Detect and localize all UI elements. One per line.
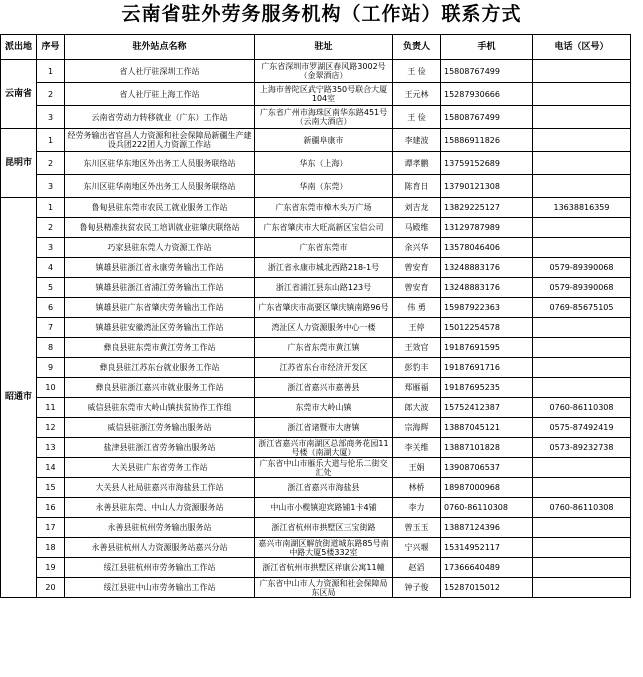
station-name-cell: 威信县驻东莞市大岭山镇扶贫协作工作组 (65, 398, 255, 418)
person-cell: 王元林 (393, 83, 441, 106)
station-name-cell: 东川区驻华东地区外出务工人员服务联络站 (65, 152, 255, 175)
person-cell: 王 俭 (393, 60, 441, 83)
person-cell: 赵滔 (393, 558, 441, 578)
person-cell: 彭豹丰 (393, 358, 441, 378)
header-row (1, 35, 631, 60)
mobile-cell: 13248883176 (441, 278, 533, 298)
address-cell: 华南（东莞） (255, 175, 393, 198)
table-row (1, 258, 631, 278)
station-name-cell: 镇雄县驻广东省肇庆劳务输出工作站 (65, 298, 255, 318)
header-address: 驻址 (255, 35, 393, 60)
row-number-cell: 14 (37, 458, 65, 478)
mobile-cell: 13887101828 (441, 438, 533, 458)
phone-cell (533, 60, 631, 83)
row-number-cell: 3 (37, 106, 65, 129)
table-row (1, 418, 631, 438)
address-cell: 广东省东莞市黄江镇 (255, 338, 393, 358)
row-number-cell: 19 (37, 558, 65, 578)
station-name-cell: 永善县驻东莞、中山人力资源服务站 (65, 498, 255, 518)
phone-cell (533, 518, 631, 538)
table-row (1, 298, 631, 318)
row-number-cell: 16 (37, 498, 65, 518)
mobile-cell: 15808767499 (441, 60, 533, 83)
phone-cell: 0769-85675105 (533, 298, 631, 318)
phone-cell (533, 106, 631, 129)
address-cell: 浙江省嘉兴市南湖区总部商务花园11号楼（南湖大厦） (255, 438, 393, 458)
header-mobile: 手机 (441, 35, 533, 60)
mobile-cell: 15752412387 (441, 398, 533, 418)
address-cell: 浙江省嘉兴市嘉善县 (255, 378, 393, 398)
mobile-cell: 15287015012 (441, 578, 533, 598)
header-number: 序号 (37, 35, 65, 60)
region-cell: 云南省 (1, 60, 37, 129)
phone-cell: 0760-86110308 (533, 398, 631, 418)
row-number-cell: 5 (37, 278, 65, 298)
address-cell: 华东（上海） (255, 152, 393, 175)
mobile-cell: 13887045121 (441, 418, 533, 438)
crop-edge (0, 672, 643, 677)
mobile-cell: 13759152689 (441, 152, 533, 175)
table-row (1, 106, 631, 129)
mobile-cell: 15314952117 (441, 538, 533, 558)
person-cell: 伟 勇 (393, 298, 441, 318)
station-name-cell: 彝良县驻江苏东台就业服务工作站 (65, 358, 255, 378)
address-cell: 湾沚区人力资源服务中心一楼 (255, 318, 393, 338)
mobile-cell: 13129787989 (441, 218, 533, 238)
mobile-cell: 13790121308 (441, 175, 533, 198)
row-number-cell: 1 (37, 60, 65, 83)
person-cell: 李关维 (393, 438, 441, 458)
phone-cell (533, 458, 631, 478)
phone-cell (533, 478, 631, 498)
mobile-cell: 13248883176 (441, 258, 533, 278)
station-name-cell: 彝良县驻东莞市黄江劳务工作站 (65, 338, 255, 358)
address-cell: 广东省肇庆市大旺高新区宝信公司 (255, 218, 393, 238)
table-row (1, 318, 631, 338)
row-number-cell: 8 (37, 338, 65, 358)
mobile-cell: 13908706537 (441, 458, 533, 478)
person-cell: 王 俭 (393, 106, 441, 129)
table-row (1, 175, 631, 198)
address-cell: 广东省广州市海珠区南华东路451号（云南大酒店） (255, 106, 393, 129)
person-cell: 王效官 (393, 338, 441, 358)
phone-cell (533, 558, 631, 578)
page-title: 云南省驻外劳务服务机构（工作站）联系方式 (121, 3, 522, 25)
address-cell: 浙江省杭州市拱墅区祥康公寓11幢 (255, 558, 393, 578)
mobile-cell: 15012254578 (441, 318, 533, 338)
row-number-cell: 9 (37, 358, 65, 378)
mobile-cell: 19187695235 (441, 378, 533, 398)
row-number-cell: 13 (37, 438, 65, 458)
row-number-cell: 3 (37, 238, 65, 258)
contact-table (0, 34, 631, 598)
header-region: 派出地 (1, 35, 37, 60)
row-number-cell: 1 (37, 129, 65, 152)
table-row (1, 60, 631, 83)
address-cell: 广东省中山市人力资源和社会保障局东区局 (255, 578, 393, 598)
mobile-cell: 13887124396 (441, 518, 533, 538)
mobile-cell: 15886911826 (441, 129, 533, 152)
header-person: 负责人 (393, 35, 441, 60)
table-row (1, 198, 631, 218)
phone-cell (533, 358, 631, 378)
phone-cell: 0573-89232738 (533, 438, 631, 458)
header-phone: 电话（区号） (533, 35, 631, 60)
person-cell: 曾安育 (393, 278, 441, 298)
address-cell: 广东省肇庆市高要区肇庆镇南路96号 (255, 298, 393, 318)
phone-cell (533, 578, 631, 598)
row-number-cell: 1 (37, 198, 65, 218)
person-cell: 李力 (393, 498, 441, 518)
phone-cell: 0579-89390068 (533, 278, 631, 298)
address-cell: 浙江省杭州市拱墅区三宝街路 (255, 518, 393, 538)
person-cell: 刘吉龙 (393, 198, 441, 218)
person-cell: 陈育日 (393, 175, 441, 198)
person-cell: 马殿维 (393, 218, 441, 238)
row-number-cell: 11 (37, 398, 65, 418)
address-cell: 广东省中山市雁乐大道与伦乐二街交汇处 (255, 458, 393, 478)
person-cell: 郑雁福 (393, 378, 441, 398)
station-name-cell: 彝良县驻浙江嘉兴市就业服务工作站 (65, 378, 255, 398)
table-body (1, 60, 631, 598)
station-name-cell: 盐津县驻浙江省劳务输出服务站 (65, 438, 255, 458)
table-row (1, 338, 631, 358)
phone-cell: 0760-86110308 (533, 498, 631, 518)
address-cell: 广东省东莞市 (255, 238, 393, 258)
mobile-cell: 19187691716 (441, 358, 533, 378)
station-name-cell: 镇雄县驻安徽湾沚区劳务输出工作站 (65, 318, 255, 338)
row-number-cell: 2 (37, 83, 65, 106)
row-number-cell: 18 (37, 538, 65, 558)
phone-cell (533, 83, 631, 106)
address-cell: 广东省深圳市罗湖区春风路3002号（金翠酒店） (255, 60, 393, 83)
address-cell: 上海市普陀区武宁路350号联合大厦104室 (255, 83, 393, 106)
row-number-cell: 6 (37, 298, 65, 318)
row-number-cell: 4 (37, 258, 65, 278)
table-row (1, 358, 631, 378)
person-cell: 王停 (393, 318, 441, 338)
table-row (1, 498, 631, 518)
station-name-cell: 威信县驻浙江劳务输出服务站 (65, 418, 255, 438)
address-cell: 浙江省浦江县东山路123号 (255, 278, 393, 298)
phone-cell (533, 129, 631, 152)
phone-cell (533, 318, 631, 338)
phone-cell: 0575-87492419 (533, 418, 631, 438)
table-row (1, 458, 631, 478)
mobile-cell: 18987000968 (441, 478, 533, 498)
station-name-cell: 镇雄县驻浙江省永康劳务输出工作站 (65, 258, 255, 278)
phone-cell: 13638816359 (533, 198, 631, 218)
mobile-cell: 13578046406 (441, 238, 533, 258)
person-cell: 余兴华 (393, 238, 441, 258)
station-name-cell: 省人社厅驻深圳工作站 (65, 60, 255, 83)
mobile-cell: 15987922363 (441, 298, 533, 318)
address-cell: 新疆阜康市 (255, 129, 393, 152)
station-name-cell: 大关县驻广东省劳务工作站 (65, 458, 255, 478)
row-number-cell: 20 (37, 578, 65, 598)
address-cell: 嘉兴市南湖区解放街道城东路85号南中路大厦5楼332室 (255, 538, 393, 558)
station-name-cell: 鲁甸县驻东莞市农民工就业服务工作站 (65, 198, 255, 218)
station-name-cell: 永善县驻杭州人力资源服务站嘉兴分站 (65, 538, 255, 558)
person-cell: 郎大波 (393, 398, 441, 418)
mobile-cell: 17366640489 (441, 558, 533, 578)
table-row (1, 518, 631, 538)
person-cell: 王娟 (393, 458, 441, 478)
station-name-cell: 绥江县驻中山市劳务输出工作站 (65, 578, 255, 598)
phone-cell (533, 152, 631, 175)
address-cell: 中山市小榄镇迎宾路铺1卡4铺 (255, 498, 393, 518)
row-number-cell: 12 (37, 418, 65, 438)
table-row (1, 578, 631, 598)
mobile-cell: 15287930666 (441, 83, 533, 106)
address-cell: 浙江省诸暨市大唐镇 (255, 418, 393, 438)
person-cell: 曾安育 (393, 258, 441, 278)
person-cell: 谭孝鹏 (393, 152, 441, 175)
table-row (1, 129, 631, 152)
person-cell: 曾玉玉 (393, 518, 441, 538)
station-name-cell: 鲁甸县精准扶贫农民工培训就业驻肇庆联络站 (65, 218, 255, 238)
station-name-cell: 镇雄县驻浙江省浦江劳务输出工作站 (65, 278, 255, 298)
row-number-cell: 10 (37, 378, 65, 398)
table-row (1, 398, 631, 418)
row-number-cell: 2 (37, 218, 65, 238)
address-cell: 江苏省东台市经济开发区 (255, 358, 393, 378)
table-row (1, 538, 631, 558)
station-name-cell: 经劳务输出省官昌人力资源和社会保障局新疆生产建设兵团222团人力资源工作站 (65, 129, 255, 152)
mobile-cell: 19187691595 (441, 338, 533, 358)
region-cell: 昆明市 (1, 129, 37, 198)
phone-cell: 0579-89390068 (533, 258, 631, 278)
station-name-cell: 省人社厅驻上海工作站 (65, 83, 255, 106)
phone-cell (533, 378, 631, 398)
phone-cell (533, 175, 631, 198)
address-cell: 广东省东莞市樟木头万广场 (255, 198, 393, 218)
person-cell: 宁兴堰 (393, 538, 441, 558)
station-name-cell: 绥江县驻杭州市劳务输出工作站 (65, 558, 255, 578)
row-number-cell: 17 (37, 518, 65, 538)
station-name-cell: 大关县人社局驻嘉兴市海盐县工作站 (65, 478, 255, 498)
row-number-cell: 7 (37, 318, 65, 338)
station-name-cell: 云南省劳动力转移就业（广东）工作站 (65, 106, 255, 129)
table-row (1, 478, 631, 498)
table-row (1, 218, 631, 238)
person-cell: 林桥 (393, 478, 441, 498)
person-cell: 李建波 (393, 129, 441, 152)
mobile-cell: 0760-86110308 (441, 498, 533, 518)
table-row (1, 238, 631, 258)
table-row (1, 378, 631, 398)
table-row (1, 152, 631, 175)
phone-cell (533, 338, 631, 358)
phone-cell (533, 218, 631, 238)
person-cell: 钟子俊 (393, 578, 441, 598)
row-number-cell: 3 (37, 175, 65, 198)
region-cell: 昭通市 (1, 198, 37, 598)
phone-cell (533, 238, 631, 258)
table-row (1, 278, 631, 298)
phone-cell (533, 538, 631, 558)
station-name-cell: 东川区驻华南地区外出务工人员服务联络站 (65, 175, 255, 198)
row-number-cell: 15 (37, 478, 65, 498)
table-row (1, 438, 631, 458)
address-cell: 浙江省嘉兴市海盐县 (255, 478, 393, 498)
address-cell: 东莞市大岭山镇 (255, 398, 393, 418)
table-row (1, 558, 631, 578)
station-name-cell: 巧家县驻东莞人力资源工作站 (65, 238, 255, 258)
address-cell: 浙江省永康市城北西路218-1号 (255, 258, 393, 278)
mobile-cell: 13829225127 (441, 198, 533, 218)
mobile-cell: 15808767499 (441, 106, 533, 129)
table-row (1, 83, 631, 106)
header-station-name: 驻外站点名称 (65, 35, 255, 60)
station-name-cell: 永善县驻杭州劳务输出服务站 (65, 518, 255, 538)
person-cell: 宗海辉 (393, 418, 441, 438)
row-number-cell: 2 (37, 152, 65, 175)
